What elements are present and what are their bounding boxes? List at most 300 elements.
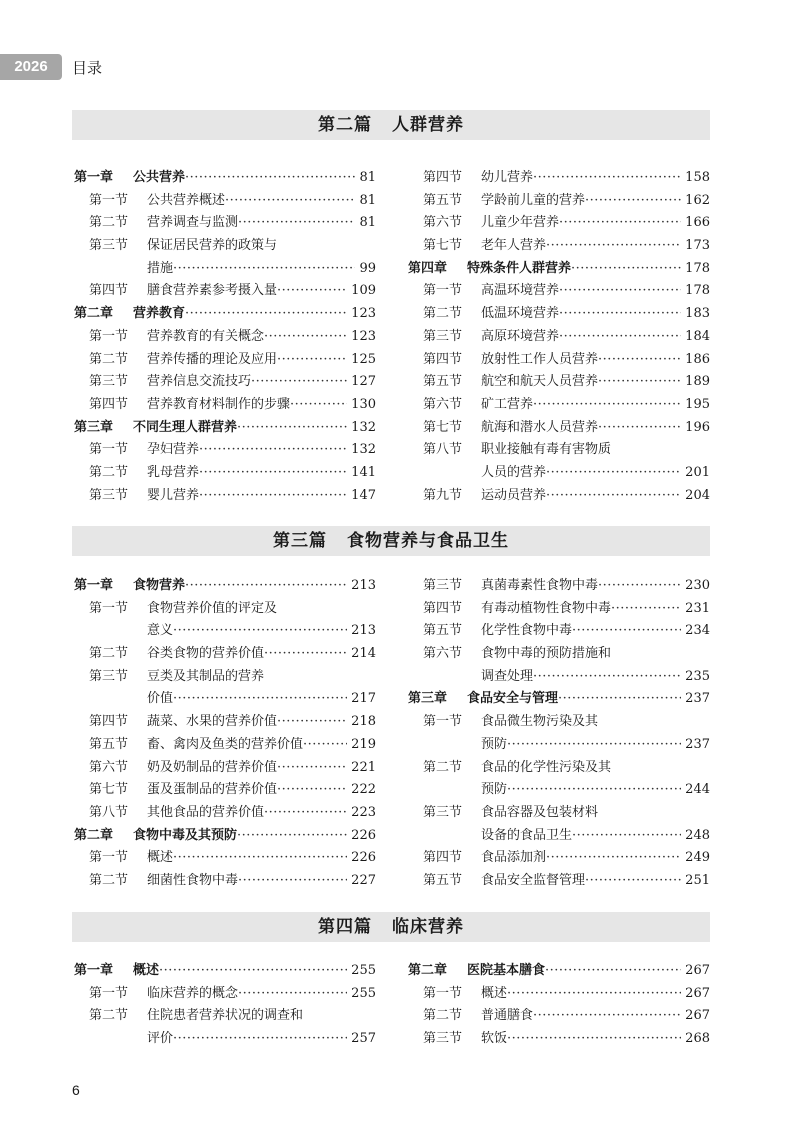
dot-leader <box>277 711 347 734</box>
entry-title: 设备的食品卫生 <box>481 827 573 843</box>
part-title: 食物营养与食品卫生 <box>347 531 509 551</box>
toc-section-entry[interactable] <box>74 688 376 711</box>
entry-number: 第七节 <box>423 238 463 254</box>
entry-page: 99 <box>359 260 376 276</box>
dot-leader <box>185 167 355 190</box>
dot-leader <box>533 1005 681 1028</box>
toc-section-entry[interactable] <box>408 983 710 1006</box>
entry-number: 第四节 <box>423 351 463 367</box>
entry-number: 第一节 <box>89 850 129 866</box>
entry-title: 意义 <box>147 623 174 639</box>
part-title: 人群营养 <box>392 115 464 135</box>
entry-title: 航海和潜水人员营养 <box>481 419 599 435</box>
entry-number: 第九节 <box>423 487 463 503</box>
entry-page: 230 <box>685 578 710 593</box>
dot-leader <box>199 485 347 508</box>
dot-leader <box>264 643 347 666</box>
entry-number: 第三节 <box>423 328 463 344</box>
entry-page: 81 <box>359 192 376 208</box>
entry-title: 其他食品的营养价值 <box>147 804 265 820</box>
toc-section-entry[interactable] <box>74 598 376 621</box>
entry-title: 食品的化学性污染及其 <box>481 759 612 775</box>
entry-title: 膳食营养素参考摄入量 <box>147 283 278 299</box>
toc-section-entry[interactable] <box>408 825 710 848</box>
dot-leader <box>546 485 681 508</box>
toc-section-entry[interactable] <box>408 734 710 757</box>
dot-leader <box>545 960 681 983</box>
entry-page: 178 <box>685 283 710 299</box>
entry-title: 措施 <box>147 260 174 276</box>
toc-section-entry[interactable] <box>408 802 710 825</box>
entry-page: 81 <box>359 215 376 231</box>
toc-section-entry[interactable] <box>408 326 710 349</box>
toc-section-entry[interactable] <box>408 167 710 190</box>
dot-leader <box>585 190 681 213</box>
entry-title: 临床营养的概念 <box>147 985 239 1001</box>
dot-leader <box>598 417 681 440</box>
entry-title: 儿童少年营养 <box>481 215 560 231</box>
entry-number: 第二章 <box>74 306 114 322</box>
dot-leader <box>572 620 681 643</box>
entry-number: 第三节 <box>423 1031 463 1047</box>
toc-section-entry[interactable] <box>408 280 710 303</box>
entry-page: 213 <box>351 623 376 639</box>
entry-title: 学龄前儿童的营养 <box>481 192 586 208</box>
entry-number: 第三节 <box>423 578 463 593</box>
toc-section-entry[interactable] <box>74 235 376 258</box>
entry-page: 218 <box>351 714 376 730</box>
entry-page: 186 <box>685 351 710 367</box>
entry-number: 第一节 <box>89 985 129 1001</box>
entry-number: 第一节 <box>89 442 129 458</box>
entry-page: 132 <box>351 419 376 435</box>
entry-number: 第四节 <box>89 714 129 730</box>
dot-leader <box>251 371 347 394</box>
entry-number: 第四节 <box>423 170 463 185</box>
part-number: 第三篇 <box>273 531 327 551</box>
entry-number: 第五节 <box>423 623 463 639</box>
entry-number: 第七节 <box>423 419 463 435</box>
entry-title: 公共营养 <box>133 170 186 185</box>
entry-title: 食品微生物污染及其 <box>481 714 599 730</box>
entry-title: 低温环境营养 <box>481 306 560 322</box>
entry-title: 奶及奶制品的营养价值 <box>147 759 278 775</box>
entry-title: 豆类及其制品的营养 <box>147 668 265 684</box>
entry-number: 第三节 <box>89 668 129 684</box>
toc-section-entry[interactable] <box>408 620 710 643</box>
toc-section-entry[interactable] <box>408 1028 710 1051</box>
dot-leader <box>237 417 347 440</box>
toc-section-entry[interactable] <box>408 349 710 372</box>
entry-page: 223 <box>351 804 376 820</box>
entry-page: 147 <box>351 487 376 503</box>
entry-title: 蛋及蛋制品的营养价值 <box>147 782 278 798</box>
toc-section-entry[interactable] <box>408 1005 710 1028</box>
entry-page: 109 <box>351 283 376 299</box>
toc-section-entry[interactable] <box>408 439 710 462</box>
toc-column-left <box>74 167 376 507</box>
toc-column-left <box>74 575 376 893</box>
entry-title: 住院患者营养状况的调查和 <box>147 1008 304 1024</box>
toc-section-entry[interactable] <box>74 847 376 870</box>
dot-leader <box>238 983 347 1006</box>
entry-title: 食物营养 <box>133 578 186 593</box>
entry-number: 第六节 <box>89 759 129 775</box>
toc-section-entry[interactable] <box>74 711 376 734</box>
entry-page: 234 <box>685 623 710 639</box>
entry-number: 第一节 <box>89 328 129 344</box>
entry-title: 运动员营养 <box>481 487 547 503</box>
dot-leader <box>238 212 355 235</box>
entry-number: 第三节 <box>423 804 463 820</box>
toc-section-entry[interactable] <box>408 643 710 666</box>
entry-number: 第三节 <box>89 238 129 254</box>
entry-page: 213 <box>351 578 376 593</box>
dot-leader <box>507 734 681 757</box>
dot-leader <box>277 779 347 802</box>
toc-section-entry[interactable] <box>74 280 376 303</box>
entry-title: 真菌毒素性食物中毒 <box>481 578 599 593</box>
entry-number: 第五节 <box>423 192 463 208</box>
dot-leader <box>546 847 681 870</box>
entry-number: 第七节 <box>89 782 129 798</box>
toc-section-entry[interactable] <box>74 870 376 893</box>
entry-number: 第五节 <box>423 374 463 390</box>
entry-page: 237 <box>685 736 710 752</box>
entry-title: 保证居民营养的政策与 <box>147 238 278 254</box>
entry-number: 第一章 <box>74 963 114 978</box>
toc-section-entry[interactable] <box>408 870 710 893</box>
entry-title: 化学性食物中毒 <box>481 623 573 639</box>
toc-chapter-entry[interactable] <box>74 960 376 983</box>
toc-section-entry[interactable] <box>74 326 376 349</box>
entry-page: 189 <box>685 374 710 390</box>
entry-title: 孕妇营养 <box>147 442 200 458</box>
entry-title: 营养传播的理论及应用 <box>147 351 278 367</box>
toc-chapter-entry[interactable] <box>408 960 710 983</box>
toc-chapter-entry[interactable] <box>408 258 710 281</box>
toc-section-entry[interactable] <box>408 371 710 394</box>
toc-section-entry[interactable] <box>408 190 710 213</box>
entry-number: 第四节 <box>89 396 129 412</box>
dot-leader <box>598 575 681 598</box>
toc-section-entry[interactable] <box>408 394 710 417</box>
dot-leader <box>173 620 347 643</box>
toc-section-entry[interactable] <box>408 847 710 870</box>
dot-leader <box>173 847 347 870</box>
entry-title: 软饭 <box>481 1031 508 1047</box>
entry-title: 放射性工作人员营养 <box>481 351 599 367</box>
entry-title: 幼儿营养 <box>481 170 534 185</box>
toc-section-entry[interactable] <box>74 462 376 485</box>
entry-page: 237 <box>685 691 710 707</box>
entry-page: 141 <box>351 464 376 480</box>
toc-section-entry[interactable] <box>408 757 710 780</box>
dot-leader <box>533 666 681 689</box>
entry-title: 预防 <box>481 736 508 752</box>
toc-section-entry[interactable] <box>408 303 710 326</box>
entry-title: 食物中毒的预防措施和 <box>481 646 612 662</box>
entry-number: 第八节 <box>423 442 463 458</box>
toc-section-entry[interactable] <box>74 349 376 372</box>
dot-leader <box>199 462 347 485</box>
dot-leader <box>598 349 681 372</box>
toc-section-entry[interactable] <box>74 620 376 643</box>
year-tab: 2026 <box>0 54 62 80</box>
entry-title: 老年人营养 <box>481 238 547 254</box>
entry-title: 评价 <box>147 1031 174 1047</box>
entry-page: 178 <box>685 260 710 276</box>
dot-leader <box>159 960 347 983</box>
entry-page: 195 <box>685 396 710 412</box>
entry-number: 第五节 <box>423 872 463 888</box>
entry-number: 第三节 <box>89 487 129 503</box>
dot-leader <box>173 258 355 281</box>
entry-title: 细菌性食物中毒 <box>147 872 239 888</box>
entry-title: 营养教育材料制作的步骤 <box>147 396 291 412</box>
dot-leader <box>507 1028 681 1051</box>
toc-section-entry[interactable] <box>408 779 710 802</box>
entry-page: 81 <box>359 170 376 185</box>
page-number: 6 <box>72 1082 80 1098</box>
entry-title: 畜、禽肉及鱼类的营养价值 <box>147 736 304 752</box>
toc-section-entry[interactable] <box>74 643 376 666</box>
entry-title: 婴儿营养 <box>147 487 200 503</box>
dot-leader <box>571 258 681 281</box>
entry-number: 第二节 <box>89 464 129 480</box>
entry-title: 营养调查与监测 <box>147 215 239 231</box>
entry-page: 162 <box>685 192 710 208</box>
dot-leader <box>559 303 681 326</box>
entry-number: 第一节 <box>423 714 463 730</box>
part-banner <box>72 110 710 140</box>
entry-number: 第六节 <box>423 215 463 231</box>
toc-section-entry[interactable] <box>74 212 376 235</box>
toc-section-entry[interactable] <box>408 485 710 508</box>
toc-section-entry[interactable] <box>408 666 710 689</box>
toc-section-entry[interactable] <box>74 258 376 281</box>
dot-leader <box>558 688 681 711</box>
dot-leader <box>559 212 681 235</box>
entry-page: 226 <box>351 850 376 866</box>
entry-title: 营养教育 <box>133 306 186 322</box>
entry-page: 248 <box>685 827 710 843</box>
dot-leader <box>237 825 347 848</box>
toc-chapter-entry[interactable] <box>408 688 710 711</box>
entry-page: 214 <box>351 646 376 662</box>
dot-leader <box>277 349 347 372</box>
entry-title: 医院基本膳食 <box>467 963 546 978</box>
entry-page: 251 <box>685 872 710 888</box>
entry-number: 第二节 <box>89 215 129 231</box>
entry-number: 第二章 <box>74 827 114 843</box>
entry-number: 第二节 <box>89 351 129 367</box>
entry-title: 营养教育的有关概念 <box>147 328 265 344</box>
toc-section-entry[interactable] <box>74 1005 376 1028</box>
part-title: 临床营养 <box>392 917 464 937</box>
entry-page: 184 <box>685 328 710 344</box>
toc-section-entry[interactable] <box>74 802 376 825</box>
entry-title: 矿工营养 <box>481 396 534 412</box>
entry-page: 158 <box>685 170 710 185</box>
dot-leader <box>611 598 681 621</box>
dot-leader <box>199 439 347 462</box>
toc-section-entry[interactable] <box>408 598 710 621</box>
entry-number: 第三章 <box>408 691 448 707</box>
entry-page: 201 <box>685 464 710 480</box>
entry-page: 173 <box>685 238 710 254</box>
entry-number: 第一章 <box>74 578 114 593</box>
entry-title: 营养信息交流技巧 <box>147 374 252 390</box>
entry-page: 268 <box>685 1031 710 1047</box>
entry-page: 257 <box>351 1031 376 1047</box>
entry-title: 人员的营养 <box>481 464 547 480</box>
dot-leader <box>277 757 347 780</box>
entry-page: 227 <box>351 872 376 888</box>
entry-page: 249 <box>685 850 710 866</box>
dot-leader <box>559 280 681 303</box>
entry-page: 267 <box>685 985 710 1001</box>
part-banner <box>72 526 710 556</box>
toc-chapter-entry[interactable] <box>74 417 376 440</box>
entry-number: 第二节 <box>423 1008 463 1024</box>
dot-leader <box>598 371 681 394</box>
entry-page: 219 <box>351 736 376 752</box>
toc-section-entry[interactable] <box>74 666 376 689</box>
entry-title: 高温环境营养 <box>481 283 560 299</box>
entry-number: 第一节 <box>89 600 129 616</box>
toc-column-right <box>408 960 710 1051</box>
toc-chapter-entry[interactable] <box>74 575 376 598</box>
dot-leader <box>546 235 681 258</box>
entry-title: 食品安全与管理 <box>467 691 559 707</box>
entry-title: 公共营养概述 <box>147 192 226 208</box>
entry-title: 有毒动植物性食物中毒 <box>481 600 612 616</box>
entry-title: 价值 <box>147 691 174 707</box>
entry-title: 概述 <box>147 850 174 866</box>
toc-section-entry[interactable] <box>74 779 376 802</box>
entry-title: 食物营养价值的评定及 <box>147 600 278 616</box>
entry-title: 概述 <box>133 963 160 978</box>
toc-chapter-entry[interactable] <box>74 167 376 190</box>
entry-page: 166 <box>685 215 710 231</box>
dot-leader <box>238 870 347 893</box>
dot-leader <box>277 280 347 303</box>
toc-section-entry[interactable] <box>74 371 376 394</box>
entry-title: 乳母营养 <box>147 464 200 480</box>
entry-title: 食品安全监督管理 <box>481 872 586 888</box>
dot-leader <box>559 326 681 349</box>
entry-page: 127 <box>351 374 376 390</box>
entry-title: 职业接触有毒有害物质 <box>481 442 612 458</box>
toc-section-entry[interactable] <box>74 394 376 417</box>
entry-page: 221 <box>351 759 376 775</box>
toc-section-entry[interactable] <box>74 1028 376 1051</box>
entry-title: 食品容器及包装材料 <box>481 804 599 820</box>
toc-chapter-entry[interactable] <box>74 303 376 326</box>
dot-leader <box>546 462 681 485</box>
entry-number: 第二节 <box>423 759 463 775</box>
part-number: 第二篇 <box>318 115 372 135</box>
toc-section-entry[interactable] <box>408 462 710 485</box>
entry-title: 特殊条件人群营养 <box>467 260 572 276</box>
dot-leader <box>185 575 347 598</box>
toc-section-entry[interactable] <box>408 212 710 235</box>
entry-page: 123 <box>351 306 376 322</box>
entry-number: 第一节 <box>89 192 129 208</box>
entry-number: 第二节 <box>423 306 463 322</box>
entry-number: 第三章 <box>74 419 114 435</box>
entry-page: 255 <box>351 985 376 1001</box>
dot-leader <box>264 802 347 825</box>
toc-section-entry[interactable] <box>74 439 376 462</box>
dot-leader <box>173 1028 347 1051</box>
entry-number: 第三节 <box>89 374 129 390</box>
entry-title: 预防 <box>481 782 508 798</box>
entry-number: 第四节 <box>423 850 463 866</box>
entry-page: 255 <box>351 963 376 978</box>
entry-title: 食品添加剂 <box>481 850 547 866</box>
entry-page: 267 <box>685 963 710 978</box>
entry-number: 第六节 <box>423 396 463 412</box>
entry-number: 第八节 <box>89 804 129 820</box>
toc-chapter-entry[interactable] <box>74 825 376 848</box>
toc-section-entry[interactable] <box>74 485 376 508</box>
dot-leader <box>173 688 347 711</box>
toc-section-entry[interactable] <box>74 734 376 757</box>
entry-title: 谷类食物的营养价值 <box>147 646 265 662</box>
dot-leader <box>533 394 681 417</box>
entry-number: 第五节 <box>89 736 129 752</box>
dot-leader <box>303 734 347 757</box>
part-number: 第四篇 <box>318 917 372 937</box>
entry-page: 222 <box>351 782 376 798</box>
entry-number: 第四章 <box>408 260 448 276</box>
entry-number: 第一节 <box>423 283 463 299</box>
part-banner <box>72 912 710 942</box>
dot-leader <box>572 825 681 848</box>
entry-page: 132 <box>351 442 376 458</box>
entry-page: 204 <box>685 487 710 503</box>
entry-number: 第四节 <box>423 600 463 616</box>
entry-title: 概述 <box>481 985 508 1001</box>
entry-page: 244 <box>685 782 710 798</box>
entry-page: 231 <box>685 600 710 616</box>
entry-title: 高原环境营养 <box>481 328 560 344</box>
toc-section-entry[interactable] <box>74 190 376 213</box>
toc-section-entry[interactable] <box>74 757 376 780</box>
dot-leader <box>585 870 681 893</box>
header-title: 目录 <box>72 59 103 77</box>
entry-page: 123 <box>351 328 376 344</box>
entry-title: 普通膳食 <box>481 1008 534 1024</box>
toc-section-entry[interactable] <box>408 235 710 258</box>
toc-section-entry[interactable] <box>408 711 710 734</box>
entry-page: 235 <box>685 668 710 684</box>
entry-title: 蔬菜、水果的营养价值 <box>147 714 278 730</box>
toc-section-entry[interactable] <box>408 575 710 598</box>
entry-title: 航空和航天人员营养 <box>481 374 599 390</box>
toc-section-entry[interactable] <box>408 417 710 440</box>
entry-page: 217 <box>351 691 376 707</box>
toc-section-entry[interactable] <box>74 983 376 1006</box>
entry-page: 183 <box>685 306 710 322</box>
dot-leader <box>533 167 681 190</box>
entry-title: 不同生理人群营养 <box>133 419 238 435</box>
toc-column-right <box>408 167 710 507</box>
dot-leader <box>290 394 347 417</box>
dot-leader <box>225 190 355 213</box>
